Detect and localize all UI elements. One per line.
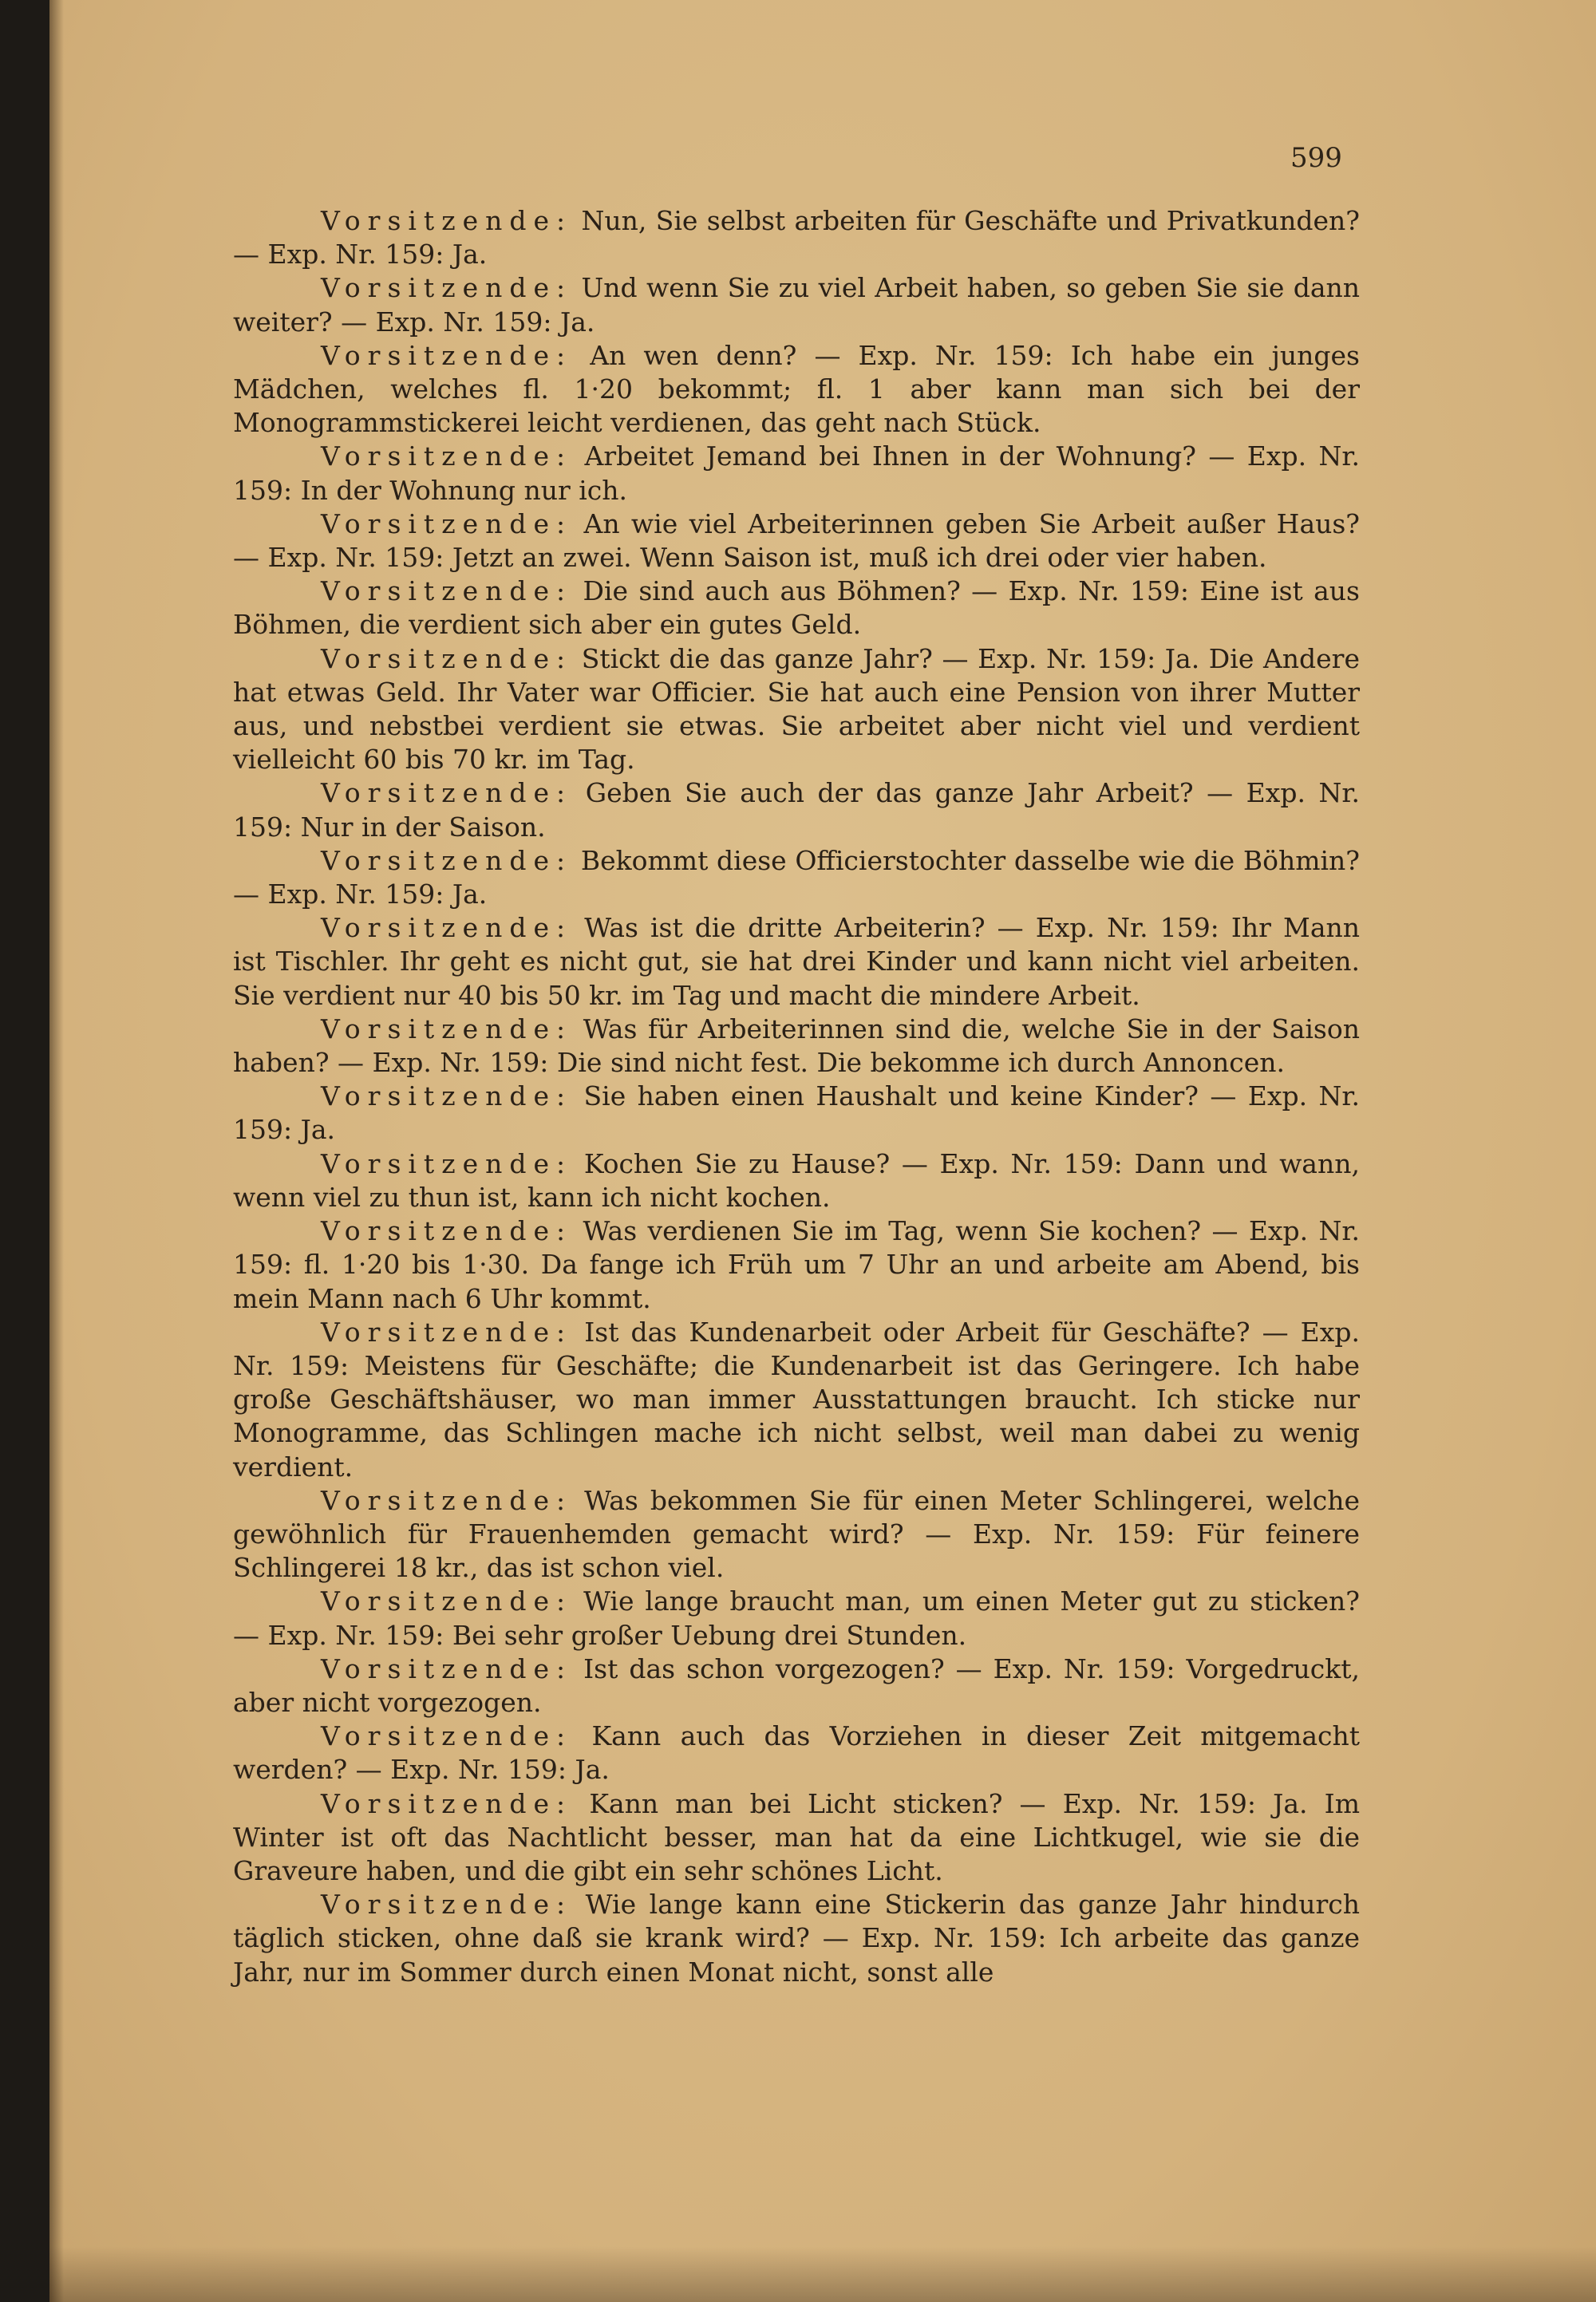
paragraph-text: Nun, Sie selbst arbeiten für Geschäfte und Privatkunden? — Exp. Nr. 159: Ja. — [233, 205, 1360, 270]
dialogue-paragraph — [233, 339, 1360, 440]
paragraph-text: Ist das Kundenarbeit oder Arbeit für Geschäfte? — Exp. Nr. 159: Meistens für Geschäfte; die Kundenarbeit ist das Geringere. Ich habe große Geschäftshäuser, wo man immer Ausstattungen braucht. Ich sticke nur Monogramme, das Schlingen mache ich nicht selbst, weil man dabei zu wenig verdient. — [233, 1316, 1360, 1483]
dialogue-paragraph — [233, 642, 1360, 777]
dialogue-paragraph — [233, 1013, 1360, 1080]
speaker-label: Vorsitzende: — [321, 1215, 573, 1247]
speaker-label: Vorsitzende: — [321, 1484, 573, 1516]
speaker-label: Vorsitzende: — [321, 1585, 573, 1617]
paragraph-text: Was ist die dritte Arbeiterin? — Exp. Nr. 159: Ihr Mann ist Tischler. Ihr geht es nicht gut, sie hat drei Kinder und kann nicht viel arbeiten. Sie verdient nur 40 bis 50 kr. im Tag und macht die mindere Arbeit. — [233, 912, 1360, 1011]
dialogue-paragraph — [233, 271, 1360, 338]
paragraph-text: Geben Sie auch der das ganze Jahr Arbeit? — Exp. Nr. 159: Nur in der Saison. — [233, 777, 1360, 843]
speaker-label: Vorsitzende: — [321, 1080, 573, 1112]
paragraph-text: Kochen Sie zu Hause? — Exp. Nr. 159: Dann und wann, wenn viel zu thun ist, kann ich nicht kochen. — [233, 1147, 1360, 1213]
dialogue-paragraph — [233, 1787, 1360, 1889]
speaker-label: Vorsitzende: — [321, 507, 573, 539]
speaker-label: Vorsitzende: — [321, 1147, 573, 1179]
paragraph-text: Was verdienen Sie im Tag, wenn Sie kochen? — Exp. Nr. 159: fl. 1·20 bis 1·30. Da fange ich Früh um 7 Uhr an und arbeite am Abend, bis mein Mann nach 6 Uhr kommt. — [233, 1215, 1360, 1314]
speaker-label: Vorsitzende: — [321, 1889, 573, 1921]
paragraph-text: Arbeitet Jemand bei Ihnen in der Wohnung? — Exp. Nr. 159: In der Wohnung nur ich. — [233, 440, 1360, 506]
dialogue-paragraph — [233, 911, 1360, 1013]
dialogue-paragraph — [233, 1585, 1360, 1652]
paragraph-text: Sie haben einen Haushalt und keine Kinder? — Exp. Nr. 159: Ja. — [233, 1080, 1361, 1146]
speaker-label: Vorsitzende: — [321, 339, 573, 371]
paragraph-text: Was bekommen Sie für einen Meter Schlingerei, welche gewöhnlich für Frauenhemden gemacht wird? — Exp. Nr. 159: Für feinere Schlingerei 18 kr., das ist schon viel. — [233, 1484, 1360, 1584]
dialogue-paragraph — [233, 1720, 1360, 1787]
dialogue-paragraph — [233, 1316, 1360, 1484]
speaker-label: Vorsitzende: — [321, 1720, 573, 1752]
dialogue-paragraph — [233, 1214, 1360, 1316]
dialogue-paragraph — [233, 1652, 1360, 1720]
dialogue-paragraph — [233, 440, 1360, 507]
speaker-label: Vorsitzende: — [321, 272, 573, 304]
speaker-label: Vorsitzende: — [321, 642, 573, 674]
speaker-label: Vorsitzende: — [321, 1652, 573, 1684]
speaker-label: Vorsitzende: — [321, 205, 573, 236]
speaker-label: Vorsitzende: — [321, 1787, 573, 1819]
paragraph-text: An wie viel Arbeiterinnen geben Sie Arbeit außer Haus? — Exp. Nr. 159: Jetzt an zwei. Wenn Saison ist, muß ich drei oder vier haben. — [233, 507, 1360, 574]
paragraph-text: Kann auch das Vorziehen in dieser Zeit mitgemacht werden? — Exp. Nr. 159: Ja. — [233, 1720, 1360, 1786]
dialogue-paragraph — [233, 1080, 1360, 1147]
speaker-label: Vorsitzende: — [321, 1013, 573, 1044]
paragraph-text: Kann man bei Licht sticken? — Exp. Nr. 159: Ja. Im Winter ist oft das Nachtlicht besser, man hat da eine Lichtkugel, wie sie die Graveure haben, und die gibt ein sehr schönes Licht. — [233, 1787, 1360, 1886]
page-number: 599 — [1290, 142, 1342, 174]
dialogue-paragraph — [233, 844, 1360, 911]
paragraph-text: Bekommt diese Officierstochter dasselbe wie die Böhmin? — Exp. Nr. 159: Ja. — [233, 844, 1361, 910]
dialogue-paragraph — [233, 1484, 1360, 1585]
paragraph-text: Wie lange braucht man, um einen Meter gut zu sticken? — Exp. Nr. 159: Bei sehr großer Uebung drei Stunden. — [233, 1585, 1361, 1651]
binding-shadow — [49, 0, 64, 2302]
dialogue-paragraph — [233, 204, 1360, 271]
speaker-label: Vorsitzende: — [321, 575, 573, 607]
dialogue-paragraph — [233, 575, 1360, 642]
book-page — [49, 0, 1596, 2302]
paragraph-text: An wen denn? — Exp. Nr. 159: Ich habe ein junges Mädchen, welches fl. 1·20 bekommt; fl. 1 aber kann man sich bei der Monogrammstickerei leicht verdienen, das geht nach Stück. — [233, 339, 1360, 439]
speaker-label: Vorsitzende: — [321, 440, 573, 472]
paragraph-text: Und wenn Sie zu viel Arbeit haben, so geben Sie sie dann weiter? — Exp. Nr. 159: Ja. — [233, 272, 1361, 338]
dialogue-paragraph — [233, 776, 1360, 843]
paragraph-text: Stickt die das ganze Jahr? — Exp. Nr. 159: Ja. Die Andere hat etwas Geld. Ihr Vater war Officier. Sie hat auch eine Pension von ihrer Mutter aus, und nebstbei verdient sie etwas. Sie arbeitet aber nicht viel und verdient vielleicht 60 bis 70 kr. im Tag. — [233, 642, 1360, 776]
paragraph-text: Was für Arbeiterinnen sind die, welche Sie in der Saison haben? — Exp. Nr. 159: Die sind nicht fest. Die bekomme ich durch Annoncen. — [233, 1013, 1360, 1079]
page-edge-shadow — [49, 2246, 1596, 2302]
dialogue-paragraph — [233, 1888, 1360, 1989]
dialogue-paragraph — [233, 1147, 1360, 1214]
speaker-label: Vorsitzende: — [321, 1316, 573, 1348]
paragraph-text: Wie lange kann eine Stickerin das ganze Jahr hindurch täglich sticken, ohne daß sie krank wird? — Exp. Nr. 159: Ich arbeite das ganze Jahr, nur im Sommer durch einen Monat nicht, sonst alle — [233, 1889, 1360, 1988]
paragraph-text: Die sind auch aus Böhmen? — Exp. Nr. 159: Eine ist aus Böhmen, die verdient sich aber ein gutes Geld. — [233, 575, 1360, 641]
interview-text — [233, 204, 1360, 1989]
paragraph-text: Ist das schon vorgezogen? — Exp. Nr. 159: Vorgedruckt, aber nicht vorgezogen. — [233, 1652, 1360, 1718]
speaker-label: Vorsitzende: — [321, 912, 573, 944]
dialogue-paragraph — [233, 507, 1360, 575]
speaker-label: Vorsitzende: — [321, 777, 573, 809]
speaker-label: Vorsitzende: — [321, 844, 573, 876]
